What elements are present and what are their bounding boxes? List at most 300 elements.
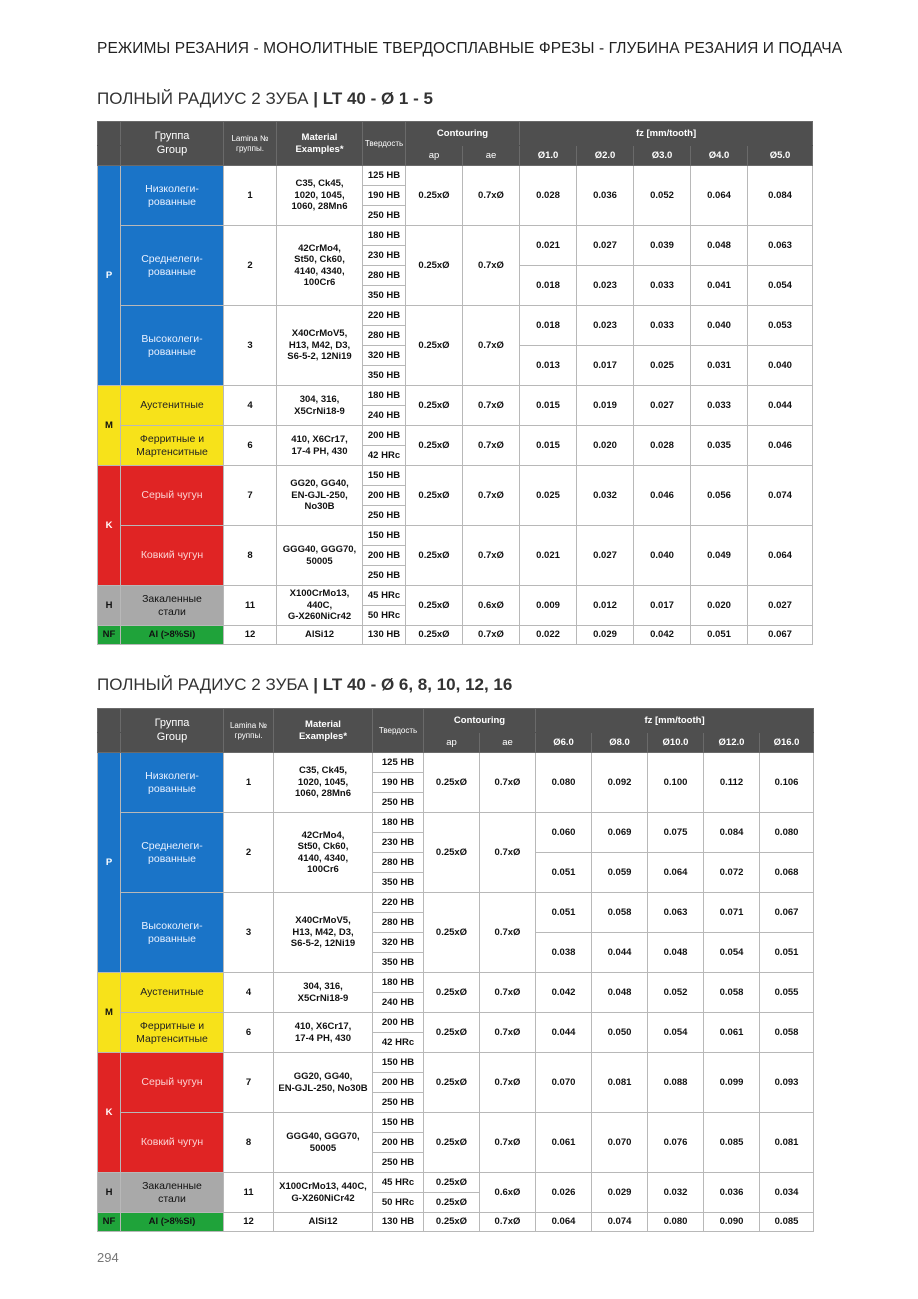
fz-value: 0.017 <box>634 586 691 626</box>
material-line: 100Cr6 <box>307 863 339 875</box>
header-material <box>274 709 373 753</box>
lamina-number: 6 <box>224 1013 274 1053</box>
ap-value: 0.25xØ <box>406 306 463 386</box>
fz-value: 0.070 <box>592 1113 648 1173</box>
group-name-line2: рованные <box>148 932 196 945</box>
fz-value: 0.080 <box>536 753 592 813</box>
group-name: Al (>8%Si) <box>121 626 224 645</box>
material-examples <box>277 386 363 426</box>
fz-value: 0.036 <box>704 1173 760 1213</box>
group-name-line1: Среднелеги- <box>141 839 203 852</box>
material-line: EN-GJL-250, No30B <box>278 1082 368 1094</box>
ae-value: 0.7xØ <box>463 466 520 526</box>
fz-value: 0.112 <box>704 753 760 813</box>
group-code-h: H <box>98 586 121 626</box>
header-group-marker-2 <box>98 146 121 166</box>
material-line: S6-5-2, 12Ni19 <box>290 938 356 950</box>
material-line: C35, Ck45, <box>298 765 348 777</box>
hardness-value: 42 HRc <box>363 446 406 466</box>
group-name-line1: Низколеги- <box>145 769 199 782</box>
hardness-value: 42 HRc <box>373 1033 424 1053</box>
group-name-line2: Мартенситные <box>136 445 208 458</box>
table2-title <box>97 675 512 695</box>
hardness-value: 280 HB <box>363 326 406 346</box>
material-line: 304, 316, <box>303 981 343 993</box>
ae-value: 0.7xØ <box>480 1213 536 1232</box>
fz-value: 0.051 <box>691 626 748 645</box>
material-line: St50, Ck60, <box>297 841 349 853</box>
header-ae: ae <box>480 733 536 753</box>
ap-value: 0.25xØ <box>406 386 463 426</box>
fz-value: 0.028 <box>520 166 577 226</box>
header-material-line2: Examples* <box>298 730 348 742</box>
material-line: G-X260NiCr42 <box>287 611 352 623</box>
ae-value: 0.7xØ <box>463 166 520 226</box>
material-line: X40CrMoV5, <box>291 328 348 340</box>
fz-value: 0.039 <box>634 226 691 266</box>
fz-value: 0.027 <box>634 386 691 426</box>
page-title: РЕЖИМЫ РЕЗАНИЯ - МОНОЛИТНЫЕ ТВЕРДОСПЛАВНЫЕ ФРЕЗЫ - ГЛУБИНА РЕЗАНИЯ И ПОДАЧА <box>97 40 843 57</box>
fz-value: 0.080 <box>760 813 814 853</box>
group-name-line1: Ферритные и <box>139 1019 205 1032</box>
group-name: Аустенитные <box>121 386 224 426</box>
table1-title <box>97 89 433 109</box>
lamina-number: 6 <box>224 426 277 466</box>
header-lamina <box>224 709 274 753</box>
fz-value: 0.049 <box>691 526 748 586</box>
header-diameter: Ø1.0 <box>520 146 577 166</box>
lamina-number: 4 <box>224 386 277 426</box>
hardness-value: 250 HB <box>363 206 406 226</box>
material-examples <box>274 1013 373 1053</box>
header-lamina-line1: Lamina № <box>229 720 268 730</box>
fz-value: 0.044 <box>536 1013 592 1053</box>
ap-value: 0.25xØ <box>424 973 480 1013</box>
hardness-value: 150 HB <box>373 1053 424 1073</box>
hardness-value: 50 HRc <box>363 606 406 626</box>
ap-value: 0.25xØ <box>424 1193 480 1213</box>
hardness-value: 240 HB <box>373 993 424 1013</box>
fz-value: 0.092 <box>592 753 648 813</box>
group-name <box>121 586 224 626</box>
fz-value: 0.046 <box>748 426 813 466</box>
fz-value: 0.051 <box>536 853 592 893</box>
group-name-line1: Низколеги- <box>145 182 199 195</box>
lamina-number: 12 <box>224 626 277 645</box>
hardness-value: 180 HB <box>363 226 406 246</box>
fz-value: 0.074 <box>748 466 813 526</box>
group-name: Ковкий чугун <box>121 1113 224 1173</box>
group-name-line1: Среднелеги- <box>141 252 203 265</box>
ap-value: 0.25xØ <box>424 1213 480 1232</box>
hardness-value: 220 HB <box>363 306 406 326</box>
fz-value: 0.038 <box>536 933 592 973</box>
ap-value: 0.25xØ <box>424 1013 480 1053</box>
fz-value: 0.017 <box>577 346 634 386</box>
material-line: 1060, 28Mn6 <box>291 201 348 213</box>
ae-value: 0.7xØ <box>480 813 536 893</box>
material-examples: AlSi12 <box>274 1213 373 1232</box>
header-lamina-line1: Lamina № <box>231 133 269 143</box>
material-line: X100CrMo13, <box>289 588 350 600</box>
ap-value: 0.25xØ <box>406 626 463 645</box>
material-examples <box>277 526 363 586</box>
group-name-line1: Высоколеги- <box>141 919 203 932</box>
fz-value: 0.033 <box>634 306 691 346</box>
hardness-value: 350 HB <box>363 286 406 306</box>
hardness-value: 350 HB <box>373 873 424 893</box>
header-diameter: Ø8.0 <box>592 733 648 753</box>
material-line: 1020, 1045, <box>294 189 345 201</box>
group-name-line2: рованные <box>148 345 196 358</box>
material-line: 410, X6Cr17, <box>291 434 348 446</box>
group-code-p: P <box>98 753 121 973</box>
fz-value: 0.044 <box>592 933 648 973</box>
header-group-en: Group <box>156 143 188 156</box>
material-line: H13, M42, D3, <box>292 926 354 938</box>
fz-value: 0.033 <box>634 266 691 306</box>
material-line: 304, 316, <box>299 394 340 406</box>
header-group-marker-2 <box>98 733 121 753</box>
group-code-k: K <box>98 1053 121 1173</box>
fz-value: 0.044 <box>748 386 813 426</box>
hardness-value: 125 HB <box>363 166 406 186</box>
ap-value: 0.25xØ <box>424 893 480 973</box>
group-code-m: M <box>98 973 121 1053</box>
fz-value: 0.033 <box>691 386 748 426</box>
fz-value: 0.046 <box>634 466 691 526</box>
material-line: X40CrMoV5, <box>295 915 351 927</box>
fz-value: 0.021 <box>520 526 577 586</box>
fz-value: 0.023 <box>577 306 634 346</box>
ap-value: 0.25xØ <box>406 166 463 226</box>
material-line: GG20, GG40, <box>293 1071 353 1083</box>
group-name-line1: Высоколеги- <box>141 332 203 345</box>
fz-value: 0.075 <box>648 813 704 853</box>
header-ap: ap <box>424 733 480 753</box>
fz-value: 0.034 <box>760 1173 814 1213</box>
material-line: 17-4 PH, 430 <box>295 1032 351 1044</box>
fz-value: 0.048 <box>648 933 704 973</box>
fz-value: 0.054 <box>748 266 813 306</box>
header-contouring: Contouring <box>424 709 536 733</box>
hardness-value: 200 HB <box>373 1073 424 1093</box>
fz-value: 0.060 <box>536 813 592 853</box>
fz-value: 0.040 <box>691 306 748 346</box>
fz-value: 0.068 <box>760 853 814 893</box>
ae-value: 0.7xØ <box>480 893 536 973</box>
header-lamina-line2: группы. <box>234 730 263 740</box>
fz-value: 0.099 <box>704 1053 760 1113</box>
material-line: GGG40, GGG70, <box>286 1131 360 1143</box>
fz-value: 0.020 <box>577 426 634 466</box>
ap-value: 0.25xØ <box>406 466 463 526</box>
fz-value: 0.085 <box>704 1113 760 1173</box>
fz-value: 0.035 <box>691 426 748 466</box>
material-examples <box>274 813 373 893</box>
fz-value: 0.084 <box>748 166 813 226</box>
material-line: 440C, <box>306 599 333 611</box>
group-code-h: H <box>98 1173 121 1213</box>
fz-value: 0.081 <box>760 1113 814 1173</box>
fz-value: 0.051 <box>536 893 592 933</box>
group-name-line2: стали <box>158 605 186 618</box>
material-line: X100CrMo13, 440C, <box>279 1181 367 1193</box>
hardness-value: 150 HB <box>363 466 406 486</box>
header-diameter: Ø4.0 <box>691 146 748 166</box>
group-code-p: P <box>98 166 121 386</box>
lamina-number: 2 <box>224 813 274 893</box>
material-examples <box>277 166 363 226</box>
hardness-value: 180 HB <box>363 386 406 406</box>
fz-value: 0.028 <box>634 426 691 466</box>
header-contouring: Contouring <box>406 122 520 146</box>
fz-value: 0.031 <box>691 346 748 386</box>
fz-value: 0.025 <box>520 466 577 526</box>
header-diameter: Ø12.0 <box>704 733 760 753</box>
group-name: Al (>8%Si) <box>121 1213 224 1232</box>
group-name <box>121 166 224 226</box>
fz-value: 0.056 <box>691 466 748 526</box>
fz-value: 0.059 <box>592 853 648 893</box>
group-name: Аустенитные <box>121 973 224 1013</box>
ap-value: 0.25xØ <box>424 1113 480 1173</box>
fz-value: 0.025 <box>634 346 691 386</box>
hardness-value: 125 HB <box>373 753 424 773</box>
fz-value: 0.023 <box>577 266 634 306</box>
fz-value: 0.080 <box>648 1213 704 1232</box>
group-name-line1: Ферритные и <box>139 432 205 445</box>
table2-title-main: ПОЛНЫЙ РАДИУС 2 ЗУБА <box>97 675 309 694</box>
material-line: 4140, 4340, <box>294 265 345 277</box>
fz-value: 0.027 <box>577 526 634 586</box>
material-line: 1020, 1045, <box>297 776 349 788</box>
fz-value: 0.042 <box>634 626 691 645</box>
header-hardness: Твердость <box>373 709 424 753</box>
lamina-number: 2 <box>224 226 277 306</box>
group-name: Ковкий чугун <box>121 526 224 586</box>
fz-value: 0.020 <box>691 586 748 626</box>
ae-value: 0.7xØ <box>463 226 520 306</box>
material-line: GG20, GG40, <box>290 478 349 490</box>
material-examples <box>274 973 373 1013</box>
ae-value: 0.7xØ <box>480 753 536 813</box>
fz-value: 0.029 <box>592 1173 648 1213</box>
hardness-value: 320 HB <box>373 933 424 953</box>
material-line: No30B <box>304 501 335 513</box>
material-line: 100Cr6 <box>303 276 336 288</box>
header-group <box>121 122 224 166</box>
header-material-line2: Examples* <box>295 143 344 155</box>
fz-value: 0.013 <box>520 346 577 386</box>
fz-value: 0.067 <box>760 893 814 933</box>
table1-title-model: | LT 40 - Ø 1 - 5 <box>313 89 433 108</box>
hardness-value: 240 HB <box>363 406 406 426</box>
fz-value: 0.032 <box>648 1173 704 1213</box>
hardness-value: 230 HB <box>363 246 406 266</box>
hardness-value: 200 HB <box>373 1013 424 1033</box>
fz-value: 0.058 <box>704 973 760 1013</box>
fz-value: 0.072 <box>704 853 760 893</box>
fz-value: 0.021 <box>520 226 577 266</box>
cutting-table-2 <box>97 708 814 1232</box>
hardness-value: 180 HB <box>373 973 424 993</box>
lamina-number: 11 <box>224 586 277 626</box>
lamina-number: 4 <box>224 973 274 1013</box>
fz-value: 0.018 <box>520 266 577 306</box>
group-name <box>121 753 224 813</box>
fz-value: 0.093 <box>760 1053 814 1113</box>
fz-value: 0.084 <box>704 813 760 853</box>
hardness-value: 130 HB <box>363 626 406 645</box>
group-name-line1: Закаленные <box>142 1179 202 1192</box>
ap-value: 0.25xØ <box>424 813 480 893</box>
material-examples <box>274 753 373 813</box>
group-code-m: M <box>98 386 121 466</box>
fz-value: 0.054 <box>704 933 760 973</box>
fz-value: 0.088 <box>648 1053 704 1113</box>
hardness-value: 200 HB <box>363 486 406 506</box>
fz-value: 0.064 <box>748 526 813 586</box>
header-lamina <box>224 122 277 166</box>
header-hardness: Твердость <box>363 122 406 166</box>
material-line: X5CrNi18-9 <box>294 405 345 417</box>
hardness-value: 45 HRc <box>373 1173 424 1193</box>
lamina-number: 11 <box>224 1173 274 1213</box>
header-material <box>277 122 363 166</box>
material-line: St50, Ck60, <box>294 254 345 266</box>
header-ae: ae <box>463 146 520 166</box>
hardness-value: 180 HB <box>373 813 424 833</box>
fz-value: 0.067 <box>748 626 813 645</box>
hardness-value: 190 HB <box>373 773 424 793</box>
fz-value: 0.041 <box>691 266 748 306</box>
lamina-number: 7 <box>224 1053 274 1113</box>
hardness-value: 350 HB <box>363 366 406 386</box>
ae-value: 0.7xØ <box>480 1013 536 1053</box>
fz-value: 0.069 <box>592 813 648 853</box>
fz-value: 0.019 <box>577 386 634 426</box>
material-line: EN-GJL-250, <box>291 489 348 501</box>
header-group-en: Group <box>156 730 188 743</box>
hardness-value: 150 HB <box>373 1113 424 1133</box>
header-fz: fz [mm/tooth] <box>536 709 814 733</box>
hardness-value: 200 HB <box>373 1133 424 1153</box>
header-group-marker <box>98 709 121 733</box>
material-examples <box>277 466 363 526</box>
hardness-value: 350 HB <box>373 953 424 973</box>
lamina-number: 8 <box>224 526 277 586</box>
material-examples <box>274 893 373 973</box>
fz-value: 0.040 <box>634 526 691 586</box>
header-diameter: Ø2.0 <box>577 146 634 166</box>
group-name-line1: Закаленные <box>142 592 202 605</box>
material-line: 50005 <box>309 1142 337 1154</box>
material-examples <box>277 426 363 466</box>
group-name <box>121 1013 224 1053</box>
fz-value: 0.015 <box>520 426 577 466</box>
ap-value: 0.25xØ <box>406 586 463 626</box>
header-material-line1: Material <box>301 132 338 144</box>
hardness-value: 200 HB <box>363 546 406 566</box>
lamina-number: 8 <box>224 1113 274 1173</box>
hardness-value: 150 HB <box>363 526 406 546</box>
ae-value: 0.7xØ <box>480 1053 536 1113</box>
fz-value: 0.051 <box>760 933 814 973</box>
group-name: Серый чугун <box>121 1053 224 1113</box>
fz-value: 0.050 <box>592 1013 648 1053</box>
page-number: 294 <box>97 1250 119 1265</box>
fz-value: 0.032 <box>577 466 634 526</box>
lamina-number: 1 <box>224 166 277 226</box>
fz-value: 0.026 <box>536 1173 592 1213</box>
group-name-line2: рованные <box>148 782 196 795</box>
lamina-number: 1 <box>224 753 274 813</box>
hardness-value: 200 HB <box>363 426 406 446</box>
group-name-line2: Мартенситные <box>136 1032 208 1045</box>
fz-value: 0.058 <box>592 893 648 933</box>
group-code-k: K <box>98 466 121 586</box>
hardness-value: 320 HB <box>363 346 406 366</box>
material-line: GGG40, GGG70, <box>282 544 357 556</box>
hardness-value: 250 HB <box>363 506 406 526</box>
header-diameter: Ø10.0 <box>648 733 704 753</box>
material-examples <box>277 226 363 306</box>
fz-value: 0.058 <box>760 1013 814 1053</box>
ae-value: 0.6xØ <box>463 586 520 626</box>
material-examples <box>277 306 363 386</box>
fz-value: 0.052 <box>634 166 691 226</box>
fz-value: 0.027 <box>577 226 634 266</box>
ap-value: 0.25xØ <box>406 526 463 586</box>
group-name-line2: рованные <box>148 195 196 208</box>
material-examples <box>274 1173 373 1213</box>
hardness-value: 250 HB <box>363 566 406 586</box>
hardness-value: 250 HB <box>373 1093 424 1113</box>
material-line: 1060, 28Mn6 <box>295 788 351 800</box>
lamina-number: 12 <box>224 1213 274 1232</box>
fz-value: 0.063 <box>748 226 813 266</box>
header-diameter: Ø3.0 <box>634 146 691 166</box>
group-name-line2: стали <box>158 1192 186 1205</box>
fz-value: 0.027 <box>748 586 813 626</box>
table2-title-model: | LT 40 - Ø 6, 8, 10, 12, 16 <box>313 675 513 694</box>
ap-value: 0.25xØ <box>424 753 480 813</box>
ap-value: 0.25xØ <box>406 226 463 306</box>
fz-value: 0.061 <box>704 1013 760 1053</box>
header-fz: fz [mm/tooth] <box>520 122 813 146</box>
material-line: G-X260NiCr42 <box>291 1192 355 1204</box>
fz-value: 0.042 <box>536 973 592 1013</box>
group-name <box>121 1173 224 1213</box>
fz-value: 0.015 <box>520 386 577 426</box>
header-group-marker <box>98 122 121 146</box>
fz-value: 0.070 <box>536 1053 592 1113</box>
lamina-number: 3 <box>224 893 274 973</box>
ap-value: 0.25xØ <box>406 426 463 466</box>
ap-value: 0.25xØ <box>424 1173 480 1193</box>
fz-value: 0.048 <box>592 973 648 1013</box>
hardness-value: 50 HRc <box>373 1193 424 1213</box>
ae-value: 0.7xØ <box>463 306 520 386</box>
lamina-number: 7 <box>224 466 277 526</box>
header-diameter: Ø6.0 <box>536 733 592 753</box>
group-code-nf: NF <box>98 1213 121 1232</box>
fz-value: 0.074 <box>592 1213 648 1232</box>
fz-value: 0.071 <box>704 893 760 933</box>
material-line: 17-4 PH, 430 <box>291 445 348 457</box>
group-code-nf: NF <box>98 626 121 645</box>
